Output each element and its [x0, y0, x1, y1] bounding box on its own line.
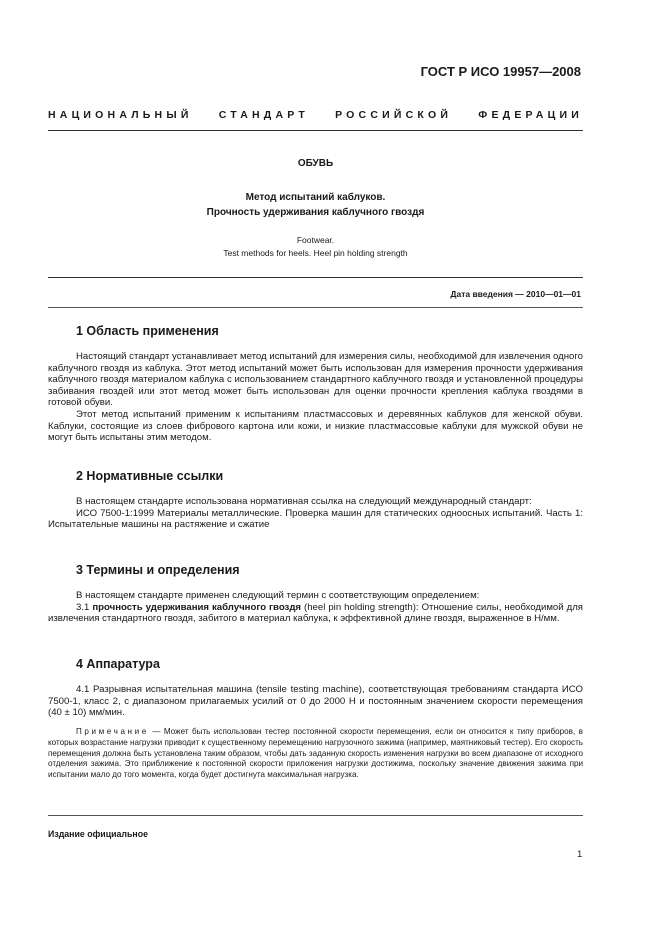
term-definition-text: (heel pin holding strength): Отношение силы, необходимой для извлечения стандартного гвоздя, забитого в материал каблука, к эффективной длине гвоздя, выраженное в Н/мм.	[48, 601, 583, 625]
section-body-1	[48, 351, 583, 444]
footer-divider	[48, 815, 583, 816]
subtitle-line-2: Прочность удерживания каблучного гвоздя	[206, 207, 425, 218]
section-heading-2: 2 Нормативные ссылки	[76, 469, 224, 483]
section-body-2	[48, 496, 583, 531]
note-paragraph	[48, 727, 583, 781]
section-heading-3: 3 Термины и определения	[76, 563, 240, 577]
section-heading-4: 4 Аппаратура	[76, 657, 160, 671]
english-title-line-2: Test methods for heels. Heel pin holding strength	[223, 248, 408, 258]
subtitle-line-1: Метод испытаний каблуков.	[245, 192, 386, 203]
term-name: прочность удерживания каблучного гвоздя	[92, 601, 302, 613]
normative-reference: ИСО 7500-1:1999 Материалы металлические. Проверка машин для статических одноосных испытаний. Часть 1: Испытательные машины на растяжение и сжатие	[48, 507, 583, 531]
banner-word: ФЕДЕРАЦИИ	[478, 109, 583, 121]
paragraph: Этот метод испытаний применим к испытаниям пластмассовых и деревянных каблуков для женской обуви. Каблуки, состоящие из слоев фибрового картона или кожи, и низкие пластмассовые каблуки для мужской обуви не могут быть испытаны этим методом.	[48, 408, 583, 444]
document-title: ОБУВЬ	[297, 158, 334, 169]
english-title	[48, 234, 583, 260]
note-block	[48, 727, 583, 781]
banner-word: РОССИЙСКОЙ	[335, 109, 453, 121]
paragraph: В настоящем стандарте применен следующий термин с соответствующим определением:	[76, 590, 480, 601]
banner-word: НАЦИОНАЛЬНЫЙ	[48, 109, 193, 121]
section-heading-1: 1 Область применения	[76, 324, 219, 338]
official-edition-label: Издание официальное	[48, 829, 148, 839]
standard-designation: ГОСТ Р ИСО 19957—2008	[420, 64, 581, 79]
section-body-3	[48, 590, 583, 625]
term-number: 3.1	[76, 601, 90, 613]
introduction-date: Дата введения — 2010—01—01	[450, 289, 581, 299]
document-subtitle	[48, 190, 583, 220]
paragraph: Настоящий стандарт устанавливает метод испытаний для измерения силы, необходимой для извлечения одного каблучного гвоздя из каблука. Этот метод испытаний может быть использован для измерения прочности удерживания каблучного гвоздя материалом каблука с использованием стандартного каблучного гвоздя и установленной процедуры забивания гвоздей или этот метод может быть использован для оценки прочности крепления каблука гвоздями в готовой обуви.	[48, 351, 583, 409]
section-body-4	[48, 684, 583, 719]
page-number: 1	[577, 849, 583, 860]
english-title-line-1: Footwear.	[296, 235, 335, 245]
national-standard-banner	[48, 109, 583, 121]
title-divider	[48, 277, 583, 278]
banner-word: СТАНДАРТ	[218, 109, 309, 121]
paragraph: В настоящем стандарте использована нормативная ссылка на следующий международный стандарт:	[76, 496, 532, 507]
note-label: Примечание	[76, 727, 149, 736]
date-divider	[48, 307, 583, 308]
paragraph: 4.1 Разрывная испытательная машина (tensile testing machine), соответствующая требованиям стандарта ИСО 7500-1, класс 2, с диапазоном прилагаемых усилий от 0 до 2000 Н и постоянным значением скорости перемещения (40 ± 10) мм/мин.	[48, 684, 583, 719]
note-text: — Может быть использован тестер постоянной скорости перемещения, если он относится к типу приборов, в которых возрастание нагрузки приводит к существенному перемещению нагрузочного зажима (например, маятниковый тестер). Его скорость перемещения должна быть установлена таким образом, чтобы дать заданную скорость изменения нагрузки во всем диапазоне от исходного отделения зажима. Это приближение к постоянной скорости приложения нагрузки достижима, поскольку значение движения зажима при испытании мало до того момента, когда будет достигнута максимальная нагрузка.	[48, 727, 583, 780]
banner-divider	[48, 130, 583, 131]
term-definition	[48, 602, 583, 625]
